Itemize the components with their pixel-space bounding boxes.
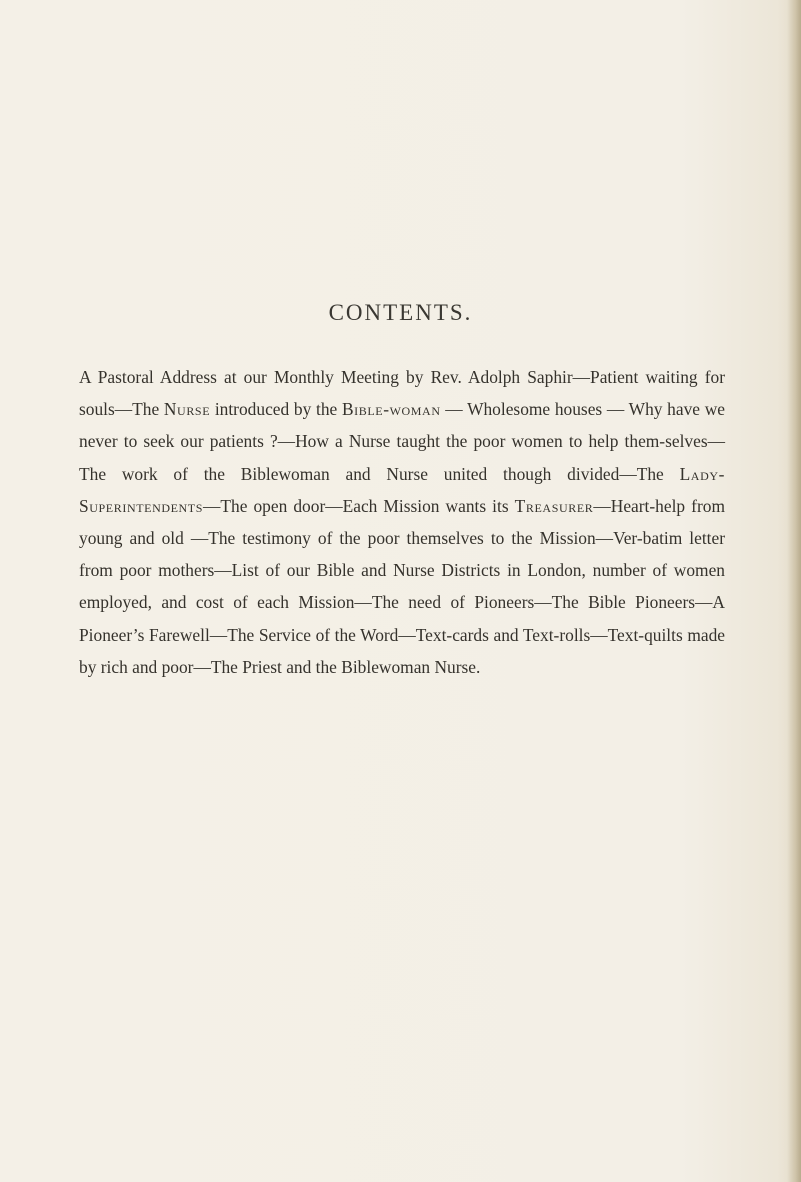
- text-segment: A Pastoral Address at our Monthly Meeting by Rev. Adolph Saphir—Patient waiting for souls—The: [79, 367, 725, 420]
- small-caps-term-treasurer: Treasurer: [514, 495, 594, 516]
- contents-heading: CONTENTS.: [328, 300, 473, 325]
- text-segment: —The open door—Each Mission wants its: [203, 495, 515, 516]
- page-edge-shadow: [787, 0, 801, 1182]
- small-caps-term-nurse: Nurse: [163, 399, 211, 420]
- text-segment: —Heart-help from young and old —The testimony of the poor themselves to the Mission—Ver-batim letter from poor mothers—List of our Bible and Nurse Districts in London, number of women employed, and cost of each Mission—The need of Pioneers—The Bible Pioneers—A Pioneer’s Farewell—The Service of the Word—Text-cards and Text-rolls—Text-quilts made by rich and poor—The Priest and the Biblewoman Nurse.: [79, 495, 725, 677]
- text-segment: introduced by the: [210, 399, 342, 420]
- contents-paragraph: [79, 361, 725, 683]
- small-caps-term-lady-superintendents: Lady-Superintendents: [79, 463, 725, 516]
- small-caps-term-bible-woman: Bible-woman: [341, 399, 441, 420]
- text-segment: — Wholesome houses — Why have we never to seek our patients ?—How a Nurse taught the poor women to help them-selves—The work of the Biblewoman and Nurse united though divided—The: [79, 399, 725, 484]
